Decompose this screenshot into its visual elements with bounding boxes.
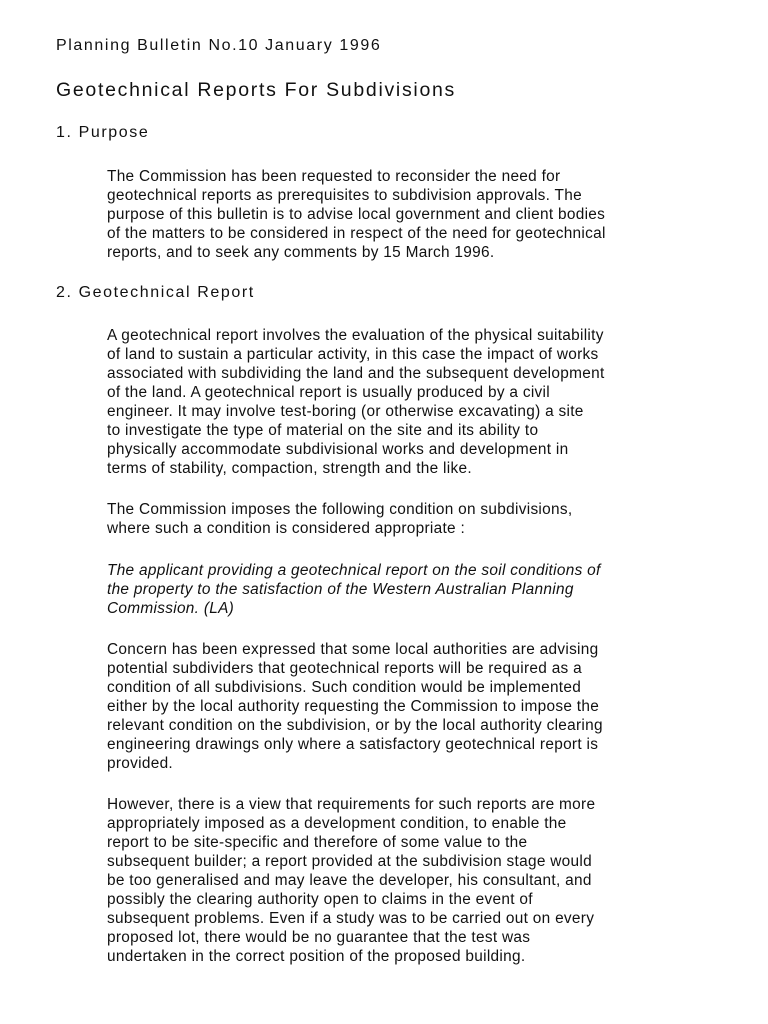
text-line: proposed lot, there would be no guarantee that the test was	[107, 929, 531, 946]
text-line: either by the local authority requesting the Commission to impose the	[107, 698, 600, 715]
text-line: of land to sustain a particular activity, in this case the impact of works	[107, 346, 599, 363]
text-line: The applicant providing a geotechnical report on the soil conditions of	[107, 562, 601, 579]
text-line: engineer. It may involve test-boring (or otherwise excavating) a site	[107, 403, 584, 420]
text-line: undertaken in the correct position of the proposed building.	[107, 948, 526, 965]
text-line: the property to the satisfaction of the Western Australian Planning	[107, 581, 574, 598]
text-line: A geotechnical report involves the evaluation of the physical suitability	[107, 327, 604, 344]
text-line: to investigate the type of material on the site and its ability to	[107, 422, 539, 439]
paragraph-condition-quote	[107, 561, 717, 618]
text-line: where such a condition is considered appropriate :	[107, 520, 466, 537]
text-line: of the land. A geotechnical report is usually produced by a civil	[107, 384, 550, 401]
text-line: of the matters to be considered in respect of the need for geotechnical	[107, 225, 606, 242]
text-line: engineering drawings only where a satisfactory geotechnical report is	[107, 736, 599, 753]
text-line: Commission. (LA)	[107, 600, 235, 617]
text-line: subsequent builder; a report provided at the subdivision stage would	[107, 853, 592, 870]
paragraph-condition-intro	[107, 500, 717, 538]
text-line: relevant condition on the subdivision, or by the local authority clearing	[107, 717, 603, 734]
text-line: Concern has been expressed that some local authorities are advising	[107, 641, 599, 658]
text-line: The Commission imposes the following condition on subdivisions,	[107, 501, 573, 518]
text-line: physically accommodate subdivisional works and development in	[107, 441, 569, 458]
text-line: However, there is a view that requirements for such reports are more	[107, 796, 596, 813]
text-line: The Commission has been requested to reconsider the need for	[107, 168, 561, 185]
text-line: provided.	[107, 755, 174, 772]
text-line: condition of all subdivisions. Such condition would be implemented	[107, 679, 582, 696]
text-line: subsequent problems. Even if a study was to be carried out on every	[107, 910, 595, 927]
text-line: be too generalised and may leave the developer, his consultant, and	[107, 872, 592, 889]
text-line: possibly the clearing authority open to claims in the event of	[107, 891, 533, 908]
section-heading-purpose: 1. Purpose	[56, 124, 150, 141]
bulletin-reference: Planning Bulletin No.10 January 1996	[56, 37, 382, 54]
text-line: potential subdividers that geotechnical reports will be required as a	[107, 660, 582, 677]
paragraph-definition	[107, 326, 717, 478]
text-line: geotechnical reports as prerequisites to subdivision approvals. The	[107, 187, 582, 204]
section-heading-geotechnical-report: 2. Geotechnical Report	[56, 284, 255, 301]
paragraph-purpose	[107, 167, 717, 262]
document-title: Geotechnical Reports For Subdivisions	[56, 79, 456, 101]
paragraph-concern	[107, 640, 717, 773]
text-line: terms of stability, compaction, strength and the like.	[107, 460, 472, 477]
text-line: report to be site-specific and therefore of some value to the	[107, 834, 528, 851]
text-line: appropriately imposed as a development condition, to enable the	[107, 815, 567, 832]
paragraph-development-condition	[107, 795, 717, 966]
text-line: reports, and to seek any comments by 15 March 1996.	[107, 244, 495, 261]
text-line: associated with subdividing the land and the subsequent development	[107, 365, 605, 382]
text-line: purpose of this bulletin is to advise local government and client bodies	[107, 206, 606, 223]
